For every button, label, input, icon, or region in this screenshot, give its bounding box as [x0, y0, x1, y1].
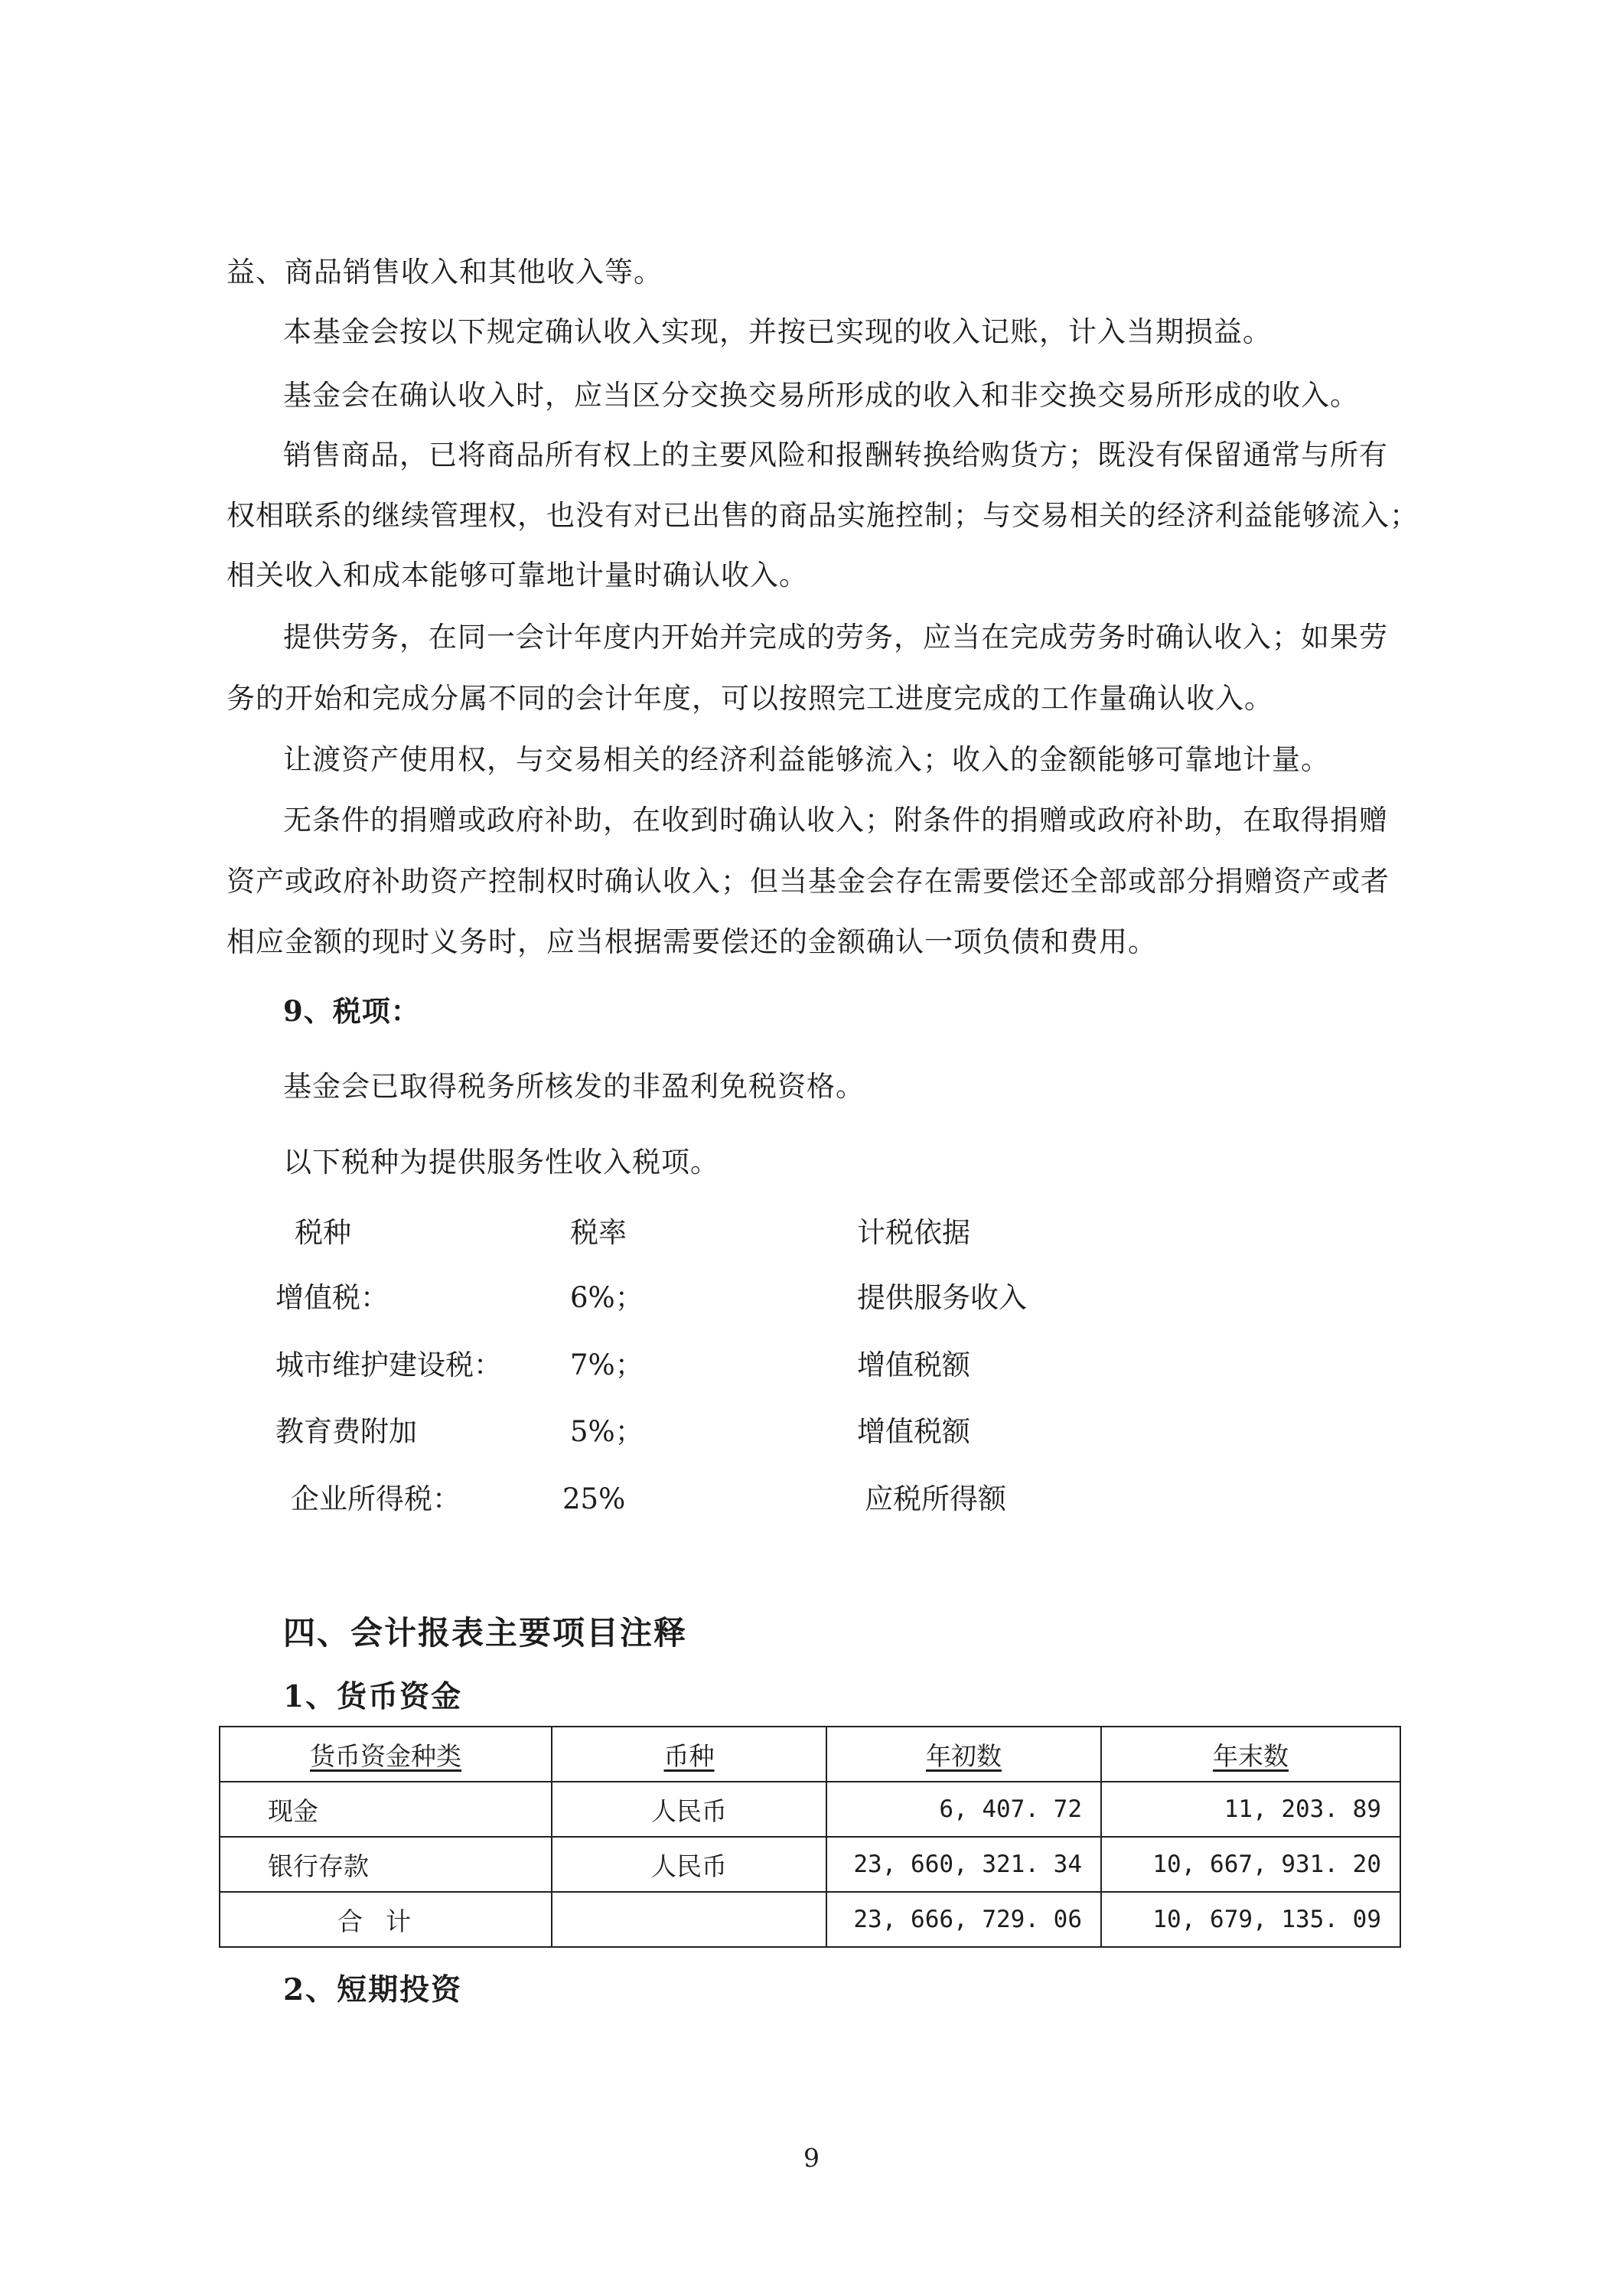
subsection-heading: 2、短期投资: [283, 1972, 463, 2007]
paragraph-line: 无条件的捐赠或政府补助，在收到时确认收入；附条件的捐赠或政府补助，在取得捐赠: [283, 804, 1388, 837]
tax-type: 城市维护建设税：: [275, 1349, 502, 1381]
table-row: [220, 1782, 1400, 1837]
paragraph-line: 务的开始和完成分属不同的会计年度，可以按照完工进度完成的工作量确认收入。: [227, 682, 1273, 715]
tax-rate: 7%；: [570, 1349, 644, 1381]
tax-basis-header: 计税依据: [857, 1216, 970, 1249]
tax-row: [275, 1346, 1194, 1384]
paragraph-line: 让渡资产使用权，与交易相关的经济利益能够流入；收入的金额能够可靠地计量。: [283, 743, 1330, 776]
paragraph-line: 相关收入和成本能够可靠地计量时确认收入。: [227, 559, 808, 592]
tax-line: 以下税种为提供服务性收入税项。: [283, 1146, 719, 1179]
paragraph-line: 资产或政府补助资产控制权时确认收入；但当基金会存在需要偿还全部或部分捐赠资产或者: [227, 865, 1390, 898]
cash-table: [219, 1726, 1401, 1948]
tax-row: [275, 1413, 1194, 1451]
paragraph-line: 提供劳务，在同一会计年度内开始并完成的劳务，应当在完成劳务时确认收入；如果劳: [283, 621, 1388, 654]
cash-total-end: 10, 679, 135. 09: [1101, 1892, 1400, 1947]
tax-basis: 提供服务收入: [857, 1281, 1027, 1314]
cash-begin-cell: 23, 660, 321. 34: [826, 1837, 1101, 1892]
tax-type: 教育费附加: [275, 1415, 417, 1448]
cash-col-begin: 年初数: [826, 1727, 1101, 1782]
cash-type-cell: 现金: [220, 1782, 552, 1837]
tax-basis: 应税所得额: [865, 1482, 1006, 1515]
tax-type: 企业所得税：: [291, 1482, 461, 1515]
paragraph-line: 权相联系的继续管理权，也没有对已出售的商品实施控制；与交易相关的经济利益能够流入；: [227, 499, 1419, 532]
cash-total-begin: 23, 666, 729. 06: [826, 1892, 1101, 1947]
cash-begin-cell: 6, 407. 72: [826, 1782, 1101, 1837]
cash-col-currency: 币种: [552, 1727, 826, 1782]
tax-rate: 6%；: [570, 1281, 644, 1314]
table-total-row: [220, 1892, 1400, 1947]
paragraph-line: 本基金会按以下规定确认收入实现，并按已实现的收入记账，计入当期损益。: [283, 315, 1272, 348]
tax-basis: 增值税额: [857, 1349, 970, 1381]
section-heading: 四、会计报表主要项目注释: [283, 1614, 688, 1652]
cash-total-label: 合计: [220, 1892, 552, 1947]
page-number: 9: [803, 2143, 820, 2173]
tax-rate-header: 税率: [570, 1216, 627, 1249]
paragraph-line: 销售商品，已将商品所有权上的主要风险和报酬转换给购货方；既没有保留通常与所有: [283, 439, 1388, 471]
tax-basis: 增值税额: [857, 1415, 970, 1448]
cash-currency-cell: 人民币: [552, 1837, 826, 1892]
tax-rate: 5%；: [570, 1415, 644, 1448]
cash-end-cell: 10, 667, 931. 20: [1101, 1837, 1400, 1892]
cash-end-cell: 11, 203. 89: [1101, 1782, 1400, 1837]
paragraph-line: 基金会在确认收入时，应当区分交换交易所形成的收入和非交换交易所形成的收入。: [283, 379, 1359, 412]
paragraph-line: 相应金额的现时义务时，应当根据需要偿还的金额确认一项负债和费用。: [227, 925, 1157, 958]
cash-currency-cell: 人民币: [552, 1782, 826, 1837]
cash-total-currency: [552, 1892, 826, 1947]
tax-type: 增值税：: [275, 1281, 389, 1314]
tax-row: [275, 1279, 1194, 1317]
table-row: [220, 1837, 1400, 1892]
tax-row: [275, 1480, 1194, 1518]
cash-col-end: 年末数: [1101, 1727, 1400, 1782]
cash-type-cell: 银行存款: [220, 1837, 552, 1892]
subsection-heading: 1、货币资金: [283, 1679, 463, 1714]
cash-col-type: 货币资金种类: [220, 1727, 552, 1782]
tax-type-header: 税种: [295, 1216, 351, 1249]
tax-line: 基金会已取得税务所核发的非盈利免税资格。: [283, 1070, 865, 1103]
paragraph-line: 益、商品销售收入和其他收入等。: [227, 256, 663, 289]
cash-table-header-row: [220, 1727, 1400, 1782]
tax-heading: 9、税项：: [283, 994, 420, 1028]
tax-rate: 25%: [562, 1482, 626, 1515]
tax-table-header: [275, 1214, 1194, 1252]
